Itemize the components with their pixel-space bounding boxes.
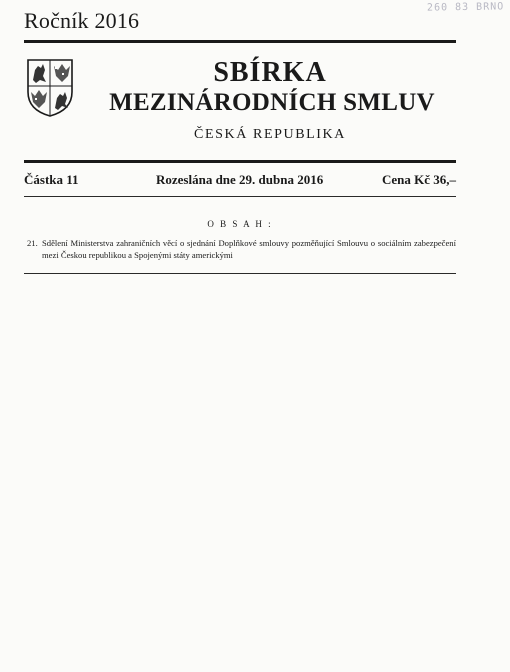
journal-title-line1: SBÍRKA [213, 57, 327, 88]
header-bottom-rule [24, 160, 456, 163]
top-rule [24, 40, 456, 43]
volume-label: Ročník 2016 [24, 8, 140, 33]
contents-bottom-rule [24, 273, 456, 274]
issue-rule [24, 196, 456, 197]
contents-heading: O B S A H : [207, 219, 273, 229]
country-subtitle: ČESKÁ REPUBLIKA [194, 127, 346, 142]
journal-title-line2: MEZINÁRODNÍCH SMLUV [109, 89, 435, 116]
toc-item-text: Sdělení Ministerstva zahraničních věcí o sjednání Doplňkové smlouvy pozměňující Smlouvu o sociálním zabezpečení mezi Českou republikou a Spojenými státy americkými [42, 238, 456, 260]
toc-item-number: 21. [27, 238, 38, 248]
issue-number: Částka 11 [24, 172, 79, 187]
receipt-stamp: 260 83 BRNO [426, 1, 505, 14]
issue-price: Cena Kč 36,– [381, 172, 456, 187]
czech-coat-of-arms-icon [26, 58, 74, 118]
issue-date: Rozeslána dne 29. dubna 2016 [156, 172, 324, 187]
